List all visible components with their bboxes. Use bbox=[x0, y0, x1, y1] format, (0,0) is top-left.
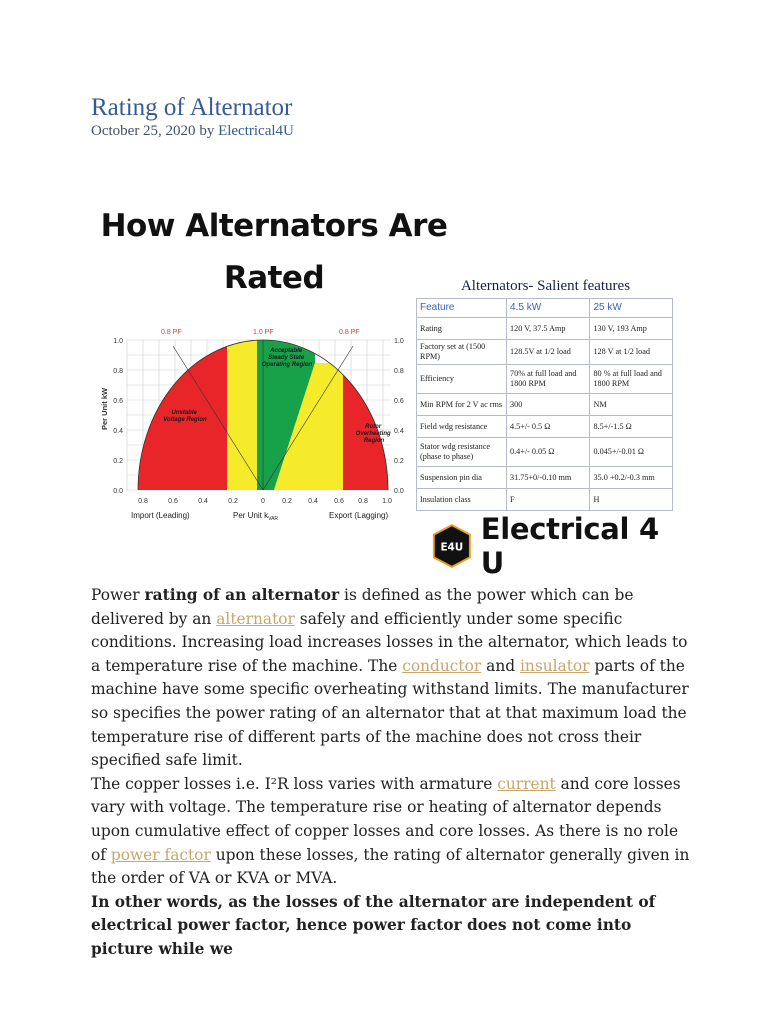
pf-label-right: 0.8 PF bbox=[339, 329, 360, 336]
table-cell: Efficiency bbox=[417, 365, 507, 394]
table-cell: 70% at full load and 1800 RPM bbox=[507, 365, 590, 394]
y-axis-label: Per Unit kW bbox=[100, 387, 109, 430]
table-header: 4.5 kW bbox=[507, 299, 590, 318]
table-title: Alternators- Salient features bbox=[460, 278, 631, 294]
table-row bbox=[417, 318, 673, 340]
y-tick-right: 0.8 bbox=[394, 368, 404, 375]
region-label-unstable: Unstable Voltage Region bbox=[163, 410, 207, 423]
y-tick-left: 0.6 bbox=[113, 398, 123, 405]
table-row bbox=[417, 438, 673, 467]
table-cell: 120 V, 37.5 Amp bbox=[507, 318, 590, 340]
specs-table bbox=[416, 298, 673, 511]
table-header: Feature bbox=[417, 299, 507, 318]
y-tick-left: 0.2 bbox=[113, 458, 123, 465]
link-current[interactable]: current bbox=[497, 774, 556, 793]
unstable-region-fill bbox=[131, 318, 227, 498]
pf-labels bbox=[161, 329, 360, 336]
table-row bbox=[417, 489, 673, 511]
y-tick-right: 0.4 bbox=[394, 428, 404, 435]
table-cell: H bbox=[590, 489, 673, 511]
table-row bbox=[417, 365, 673, 394]
table-cell: 130 V, 193 Amp bbox=[590, 318, 673, 340]
paragraph-2: The copper losses i.e. I²R loss varies with armature current and core losses vary with voltage. The temperature rise or heating of alternator depends upon cumulative effect of copper losses and core losses. As there is no role of power factor upon these losses, the rating of alternator generally given in the order of VA or KVA or MVA. bbox=[91, 774, 690, 888]
post-title[interactable]: Rating of Alternator bbox=[91, 94, 293, 121]
table-cell: F bbox=[507, 489, 590, 511]
x-label-export: Export (Lagging) bbox=[329, 511, 389, 520]
table-cell: 80 % at full load and 1800 RPM bbox=[590, 365, 673, 394]
link-conductor[interactable]: conductor bbox=[402, 656, 482, 675]
table-cell: Stator wdg resistance (phase to phase) bbox=[417, 438, 507, 467]
table-cell: NM bbox=[590, 394, 673, 416]
pf-label-center: 1.0 PF bbox=[253, 329, 274, 336]
paragraph-3: In other words, as the losses of the alternator are independent of electrical power factor, hence power factor does not come into picture while we bbox=[91, 892, 656, 958]
table-cell: Rating bbox=[417, 318, 507, 340]
table-cell: 0.045+/-0.01 Ω bbox=[590, 438, 673, 467]
bold-term: rating of an alternator bbox=[144, 586, 340, 604]
x-tick: 0.2 bbox=[228, 498, 238, 505]
table-cell: 4.5+/- 0.5 Ω bbox=[507, 416, 590, 438]
svg-text:E4U: E4U bbox=[440, 541, 464, 554]
table-row bbox=[417, 394, 673, 416]
table-cell: 128.5V at 1/2 load bbox=[507, 340, 590, 365]
table-row bbox=[417, 416, 673, 438]
post-byline bbox=[91, 123, 294, 140]
table-cell: Insulation class bbox=[417, 489, 507, 511]
table-header-row bbox=[417, 299, 673, 318]
article-body bbox=[91, 584, 691, 962]
infographic-headline bbox=[91, 200, 457, 304]
headline-line-2: Rated bbox=[223, 260, 325, 296]
table-cell: 31.75+0/-0.10 mm bbox=[507, 467, 590, 489]
link-power-factor[interactable]: power factor bbox=[110, 845, 211, 864]
x-label-center: Per Unit $k_{VAR}$ bbox=[233, 511, 279, 522]
pf-label-left: 0.8 PF bbox=[161, 329, 182, 336]
byline-by: by bbox=[199, 123, 215, 139]
y-tick-left: 0.8 bbox=[113, 368, 123, 375]
link-insulator[interactable]: insulator bbox=[519, 656, 590, 675]
y-tick-right: 0.6 bbox=[394, 398, 404, 405]
table-header: 25 kW bbox=[590, 299, 673, 318]
logo-text: Electrical 4 U bbox=[480, 512, 659, 580]
y-tick-left: 1.0 bbox=[113, 338, 123, 345]
table-cell: Suspension pin dia bbox=[417, 467, 507, 489]
x-tick: 0.6 bbox=[168, 498, 178, 505]
x-tick: 0 bbox=[261, 498, 265, 505]
table-cell: 300 bbox=[507, 394, 590, 416]
table-row bbox=[417, 340, 673, 365]
post-author-link[interactable]: Electrical4U bbox=[218, 123, 294, 139]
table-cell: Min RPM for 2 V ac rms bbox=[417, 394, 507, 416]
table-cell: 8.5+/-1.5 Ω bbox=[590, 416, 673, 438]
x-tick: 0.2 bbox=[282, 498, 292, 505]
x-tick: 0.6 bbox=[334, 498, 344, 505]
table-cell: Factory set at (1500 RPM) bbox=[417, 340, 507, 365]
x-tick: 1.0 bbox=[382, 498, 392, 505]
table-cell: 128 V at 1/2 load bbox=[590, 340, 673, 365]
table-cell: 0.4+/- 0.05 Ω bbox=[507, 438, 590, 467]
featured-image bbox=[91, 194, 681, 580]
capability-chart bbox=[91, 318, 411, 536]
region-label-rotor: Rotor Overheating Region bbox=[355, 424, 391, 444]
x-tick: 0.4 bbox=[198, 498, 208, 505]
paragraph-1: Power rating of an alternator is defined as the power which can be delivered by an alternator safely and efficiently under some specific conditions. Increasing load increases losses in the alternator, which leads to a temperature rise of the machine. The conductor and insulator parts of the machine have some specific overheating withstand limits. The manufacturer so specifies the power rating of an alternator that at that maximum load the temperature rise of different parts of the machine does not cross their specified safe limit. bbox=[91, 586, 689, 770]
table-row bbox=[417, 467, 673, 489]
x-tick: 0.4 bbox=[308, 498, 318, 505]
link-alternator[interactable]: alternator bbox=[216, 609, 295, 628]
electrical4u-logo bbox=[431, 512, 681, 580]
post-date: October 25, 2020 bbox=[91, 123, 196, 139]
headline-line-1: How Alternators Are bbox=[100, 208, 448, 244]
e4u-badge-icon bbox=[431, 522, 473, 570]
y-tick-right: 0.2 bbox=[394, 458, 404, 465]
table-cell: 35.0 +0.2/-0.3 mm bbox=[590, 467, 673, 489]
table-cell: Field wdg resistance bbox=[417, 416, 507, 438]
region-label-acceptable: Acceptable Steady State Operating Region bbox=[261, 348, 313, 368]
x-label-import: Import (Leading) bbox=[131, 511, 190, 520]
x-tick: 0.8 bbox=[138, 498, 148, 505]
y-tick-left: 0.4 bbox=[113, 428, 123, 435]
x-tick: 0.8 bbox=[358, 498, 368, 505]
y-tick-right: 0.0 bbox=[394, 488, 404, 495]
y-tick-left: 0.0 bbox=[113, 488, 123, 495]
y-tick-right: 1.0 bbox=[394, 338, 404, 345]
